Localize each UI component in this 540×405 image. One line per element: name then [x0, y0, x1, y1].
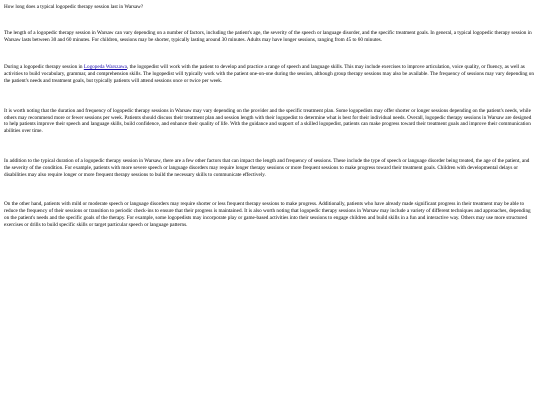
paragraph-session-content: [4, 64, 536, 84]
paragraph-session-content-body: , the logopedist will work with the patient to develop and practice a range of speech and language skills. This may include exercises to improve articulation, voice quality, or fluency, as well as activities to build vocabulary, grammar, and comprehension skills. The logopedist will typically work with the patient one-on-one during the session, although group therapy sessions may also be available. The frequency of sessions may vary depending on the patient's needs and treatment goals, but typically patients will attend sessions once or twice per week.: [4, 64, 534, 84]
paragraph-mild-disorders: On the other hand, patients with mild or moderate speech or language disorders may require shorter or less frequent therapy sessions to make progress. Additionally, patients who have already made significant progress in their treatment may be able to reduce the frequency of their sessions or transition to periodic check-ins to ensure that their progress is maintained. It is also worth noting that logopedic therapy sessions in Warsaw may include a variety of different techniques and approaches, depending on the patient's needs and the specific goals of the therapy. For example, some logopedists may incorporate play or game-based activities into their sessions to engage children and build skills in a fun and interactive way. Others may use more structured exercises or drills to build specific skills or target particular speech or language patterns.: [4, 201, 531, 228]
paragraph-other-factors: In addition to the typical duration of a logopedic therapy session in Warsaw, there are a few other factors that can impact the length and frequency of sessions. These include the type of speech or language disorder being treated, the age of the patient, and the severity of the condition. For example, patients with more severe speech or language disorders may require longer therapy sessions or more frequent sessions to make progress toward their treatment goals. Children with developmental delays or disabilities may also require longer or more frequent therapy sessions to build the necessary skills to communicate effectively.: [4, 157, 530, 178]
paragraph-duration-frequency: It is worth noting that the duration and frequency of logopedic therapy sessions in Warsaw may vary depending on the provider and the specific treatment plan. Some logopedists may offer shorter or longer sessions depending on the patient's needs, while others may recommend more or fewer sessions per week. Patients should discuss their treatment plan and session length with their logopedist to determine what is best for their individual needs. Overall, logopedic therapy sessions in Warsaw are designed to help patients improve their speech and language skills, build confidence, and enhance their quality of life. With the guidance and support of a skilled logopedist, patients can make progress toward their treatment goals and improve their communication abilities over time.: [4, 107, 532, 135]
paragraph-session-length: The length of a logopedic therapy session in Warsaw can vary depending on a number of factors, including the patient's age, the severity of the speech or language disorder, and the specific treatment goals. In general, a typical logopedic therapy session in Warsaw lasts between 30 and 60 minutes. For children, sessions may be shorter, typically lasting around 30 minutes. Adults may have longer sessions, ranging from 45 to 60 minutes.: [4, 29, 532, 43]
paragraph-session-content-intro: During a logopedic therapy session in: [4, 64, 84, 71]
logopeda-warszawa-link[interactable]: Logopeda Warszawa: [83, 64, 127, 71]
article-question-heading: How long does a typical logopedic therapy session last in Warsaw?: [4, 4, 144, 10]
